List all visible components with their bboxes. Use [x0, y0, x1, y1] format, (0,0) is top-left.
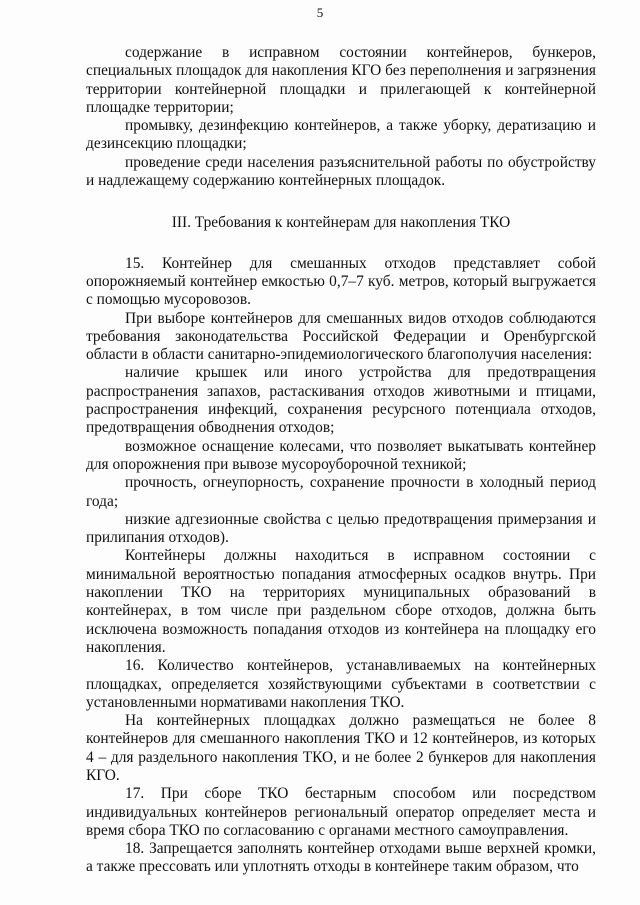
paragraph: наличие крышек или иного устройства для предотвращения распространения запахов, растаскивания отходов животными и птицами, распространения инфекций, сохранения ресурсного потенциала отходов, предотвращения обводнения отходов;: [86, 364, 596, 437]
paragraph: На контейнерных площадках должно размещаться не более 8 контейнеров для смешанного накопления ТКО и 12 контейнеров, из которых 4 – для раздельного накопления ТКО, и не более 2 бункеров для накопления КГО.: [86, 712, 596, 784]
paragraph: проведение среди населения разъяснительной работы по обустройству и надлежащему содержанию контейнерных площадок.: [86, 153, 596, 190]
document-body: [86, 44, 596, 877]
paragraph: промывку, дезинфекцию контейнеров, а также уборку, дератизацию и дезинсекцию площадки;: [86, 117, 596, 153]
paragraph: 17. При сборе ТКО бестарным способом или посредством индивидуальных контейнеров региональный оператор определяет места и время сбора ТКО по согласованию с органами местного самоуправления.: [86, 785, 596, 839]
section-heading: III. Требования к контейнерам для накопления ТКО: [171, 214, 511, 232]
paragraph: 15. Контейнер для смешанных отходов представляет собой опорожняемый контейнер емкостью 0,7–7 куб. метров, который выгружается с помощью мусоровозов.: [86, 254, 596, 309]
paragraph: При выборе контейнеров для смешанных видов отходов соблюдаются требования законодательства Российской Федерации и Оренбургской области в области санитарно-эпидемиологического благополучия населения:: [86, 309, 596, 364]
page-number: 5: [316, 5, 324, 20]
paragraph: 18. Запрещается заполнять контейнер отходами выше верхней кромки, а также прессовать или уплотнять отходы в контейнере таким образом, что: [86, 840, 596, 876]
paragraph: 16. Количество контейнеров, устанавливаемых на контейнерных площадках, определяется хозяйствующими субъектами в соответствии с установленными нормативами накопления ТКО.: [86, 657, 596, 711]
paragraph: прочность, огнеупорность, сохранение прочности в холодный период года;: [86, 474, 596, 510]
paragraph: низкие адгезионные свойства с целью предотвращения примерзания и прилипания отходов).: [86, 510, 596, 547]
paragraph: возможное оснащение колесами, что позволяет выкатывать контейнер для опорожнения при вывозе мусороуборочной техникой;: [86, 437, 596, 473]
paragraph: Контейнеры должны находиться в исправном состоянии с минимальной вероятностью попадания атмосферных осадков внутрь. При накоплении ТКО на территориях муниципальных образований в контейнерах, в том числе при раздельном сборе отходов, должна быть исключена возможность попадания отходов из контейнера на площадку его накопления.: [86, 547, 596, 656]
paragraph: содержание в исправном состоянии контейнеров, бункеров, специальных площадок для накопления КГО без переполнения и загрязнения территории контейнерной площадки и прилегающей к контейнерной площадке территории;: [86, 44, 596, 116]
